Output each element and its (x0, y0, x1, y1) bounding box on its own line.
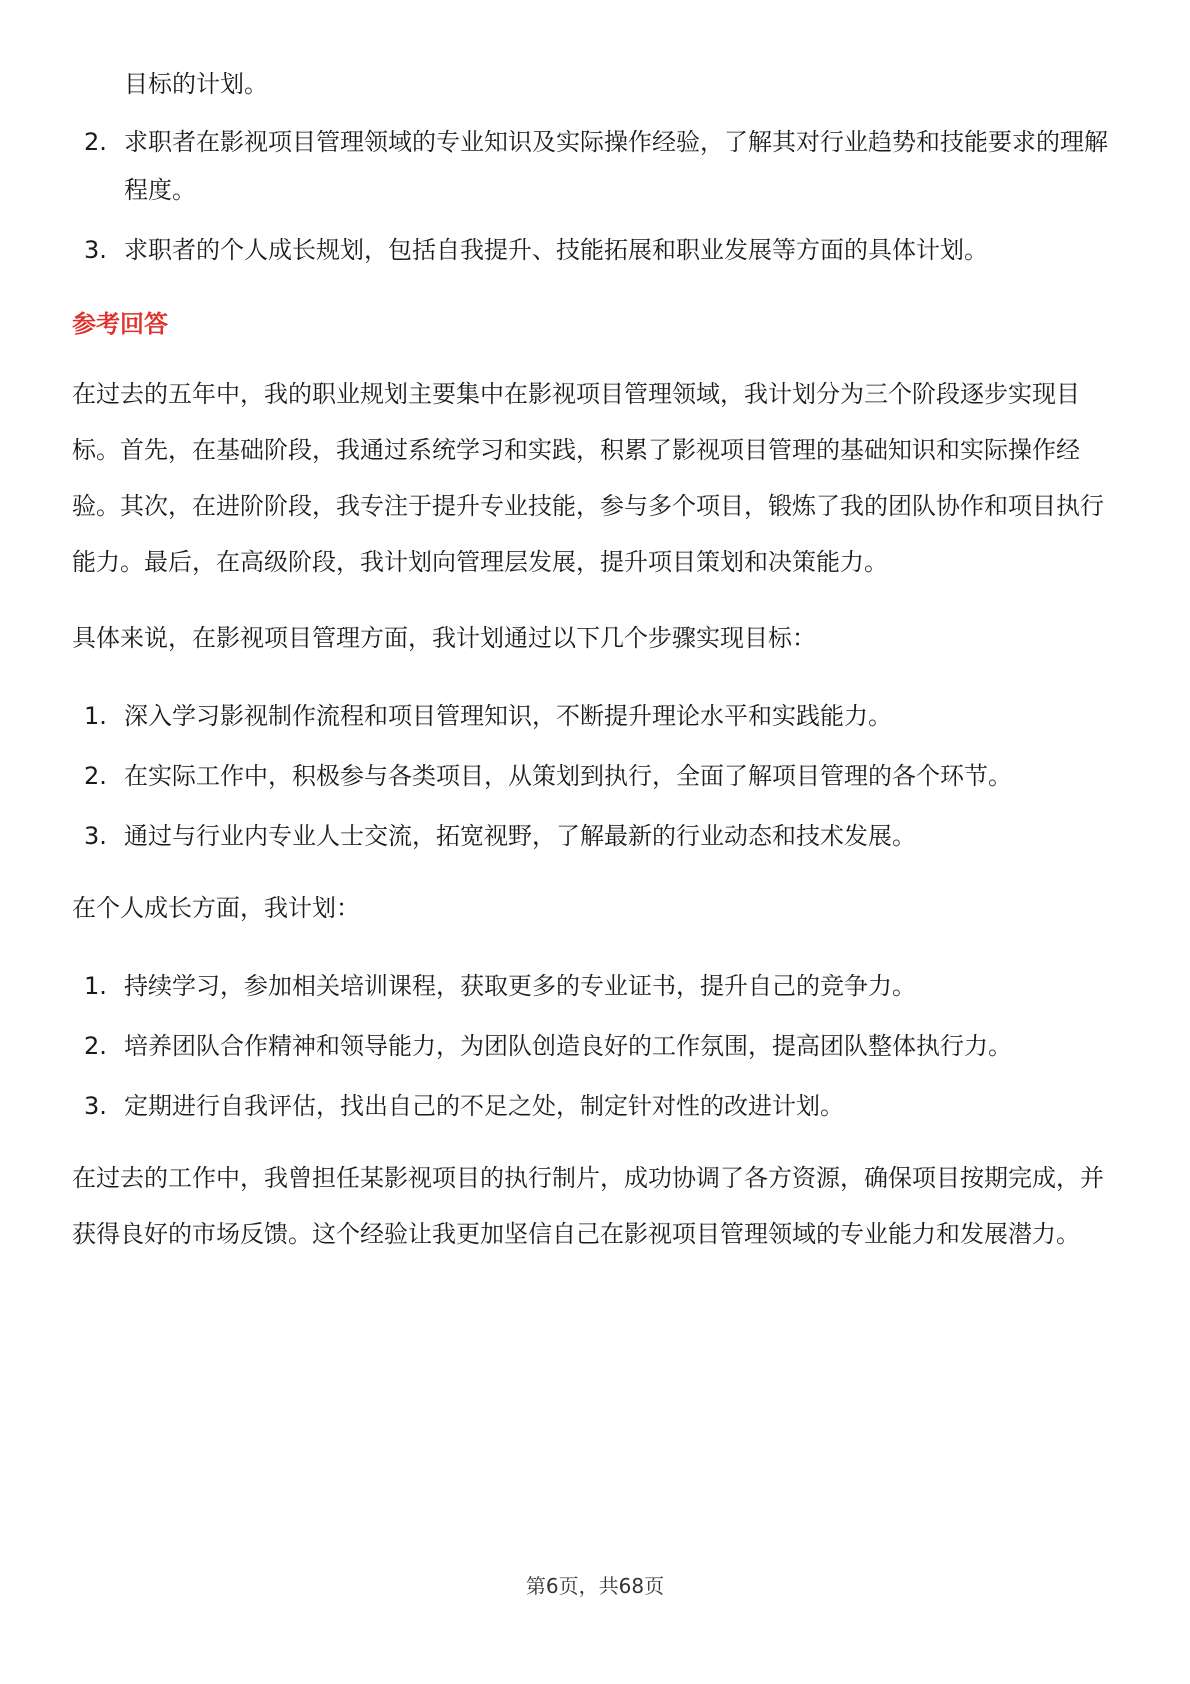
page-footer: 第6页，共68页 (525, 1574, 665, 1598)
list-item-continuation: 目标的计划。 (124, 70, 268, 98)
list-text: 在实际工作中，积极参与各类项目，从策划到执行，全面了解项目管理的各个环节。 (124, 762, 1012, 790)
steps-list (72, 692, 1112, 860)
list-number: 3. (84, 822, 107, 850)
list-item (72, 118, 1112, 214)
paragraph: 在过去的五年中，我的职业规划主要集中在影视项目管理领域，我计划分为三个阶段逐步实现目标。首先，在基础阶段，我通过系统学习和实践，积累了影视项目管理的基础知识和实际操作经验。其次，在进阶阶段，我专注于提升专业技能，参与多个项目，锻炼了我的团队协作和项目执行能力。最后，在高级阶段，我计划向管理层发展，提升项目策划和决策能力。 (72, 380, 1104, 576)
list-item (72, 962, 1112, 1010)
list-text: 通过与行业内专业人士交流，拓宽视野，了解最新的行业动态和技术发展。 (124, 822, 916, 850)
list-item (72, 226, 1112, 274)
list-item (72, 812, 1112, 860)
list-text: 持续学习，参加相关培训课程，获取更多的专业证书，提升自己的竞争力。 (124, 972, 916, 1000)
list-item (72, 1022, 1112, 1070)
list-number: 1. (84, 702, 107, 730)
paragraph: 在过去的工作中，我曾担任某影视项目的执行制片，成功协调了各方资源，确保项目按期完成，并获得良好的市场反馈。这个经验让我更加坚信自己在影视项目管理领域的专业能力和发展潜力。 (72, 1164, 1104, 1248)
list-number: 2. (84, 128, 107, 156)
list-number: 1. (84, 972, 107, 1000)
list-number: 2. (84, 1032, 107, 1060)
list-text: 培养团队合作精神和领导能力，为团队创造良好的工作氛围，提高团队整体执行力。 (124, 1032, 1012, 1060)
intro-list (72, 118, 1112, 274)
list-text: 求职者在影视项目管理领域的专业知识及实际操作经验，了解其对行业趋势和技能要求的理解程度。 (124, 128, 1108, 204)
list-text: 深入学习影视制作流程和项目管理知识，不断提升理论水平和实践能力。 (124, 702, 892, 730)
list-number: 3. (84, 1092, 107, 1120)
paragraph: 具体来说，在影视项目管理方面，我计划通过以下几个步骤实现目标： (72, 624, 816, 652)
growth-list (72, 962, 1112, 1130)
list-number: 2. (84, 762, 107, 790)
list-item (72, 1082, 1112, 1130)
list-item (72, 752, 1112, 800)
list-number: 3. (84, 236, 107, 264)
page-content (72, 56, 1112, 1262)
section-heading: 参考回答 (72, 310, 168, 338)
list-text: 定期进行自我评估，找出自己的不足之处，制定针对性的改进计划。 (124, 1092, 844, 1120)
list-item (72, 692, 1112, 740)
paragraph: 在个人成长方面，我计划： (72, 894, 360, 922)
list-text: 求职者的个人成长规划，包括自我提升、技能拓展和职业发展等方面的具体计划。 (124, 236, 988, 264)
